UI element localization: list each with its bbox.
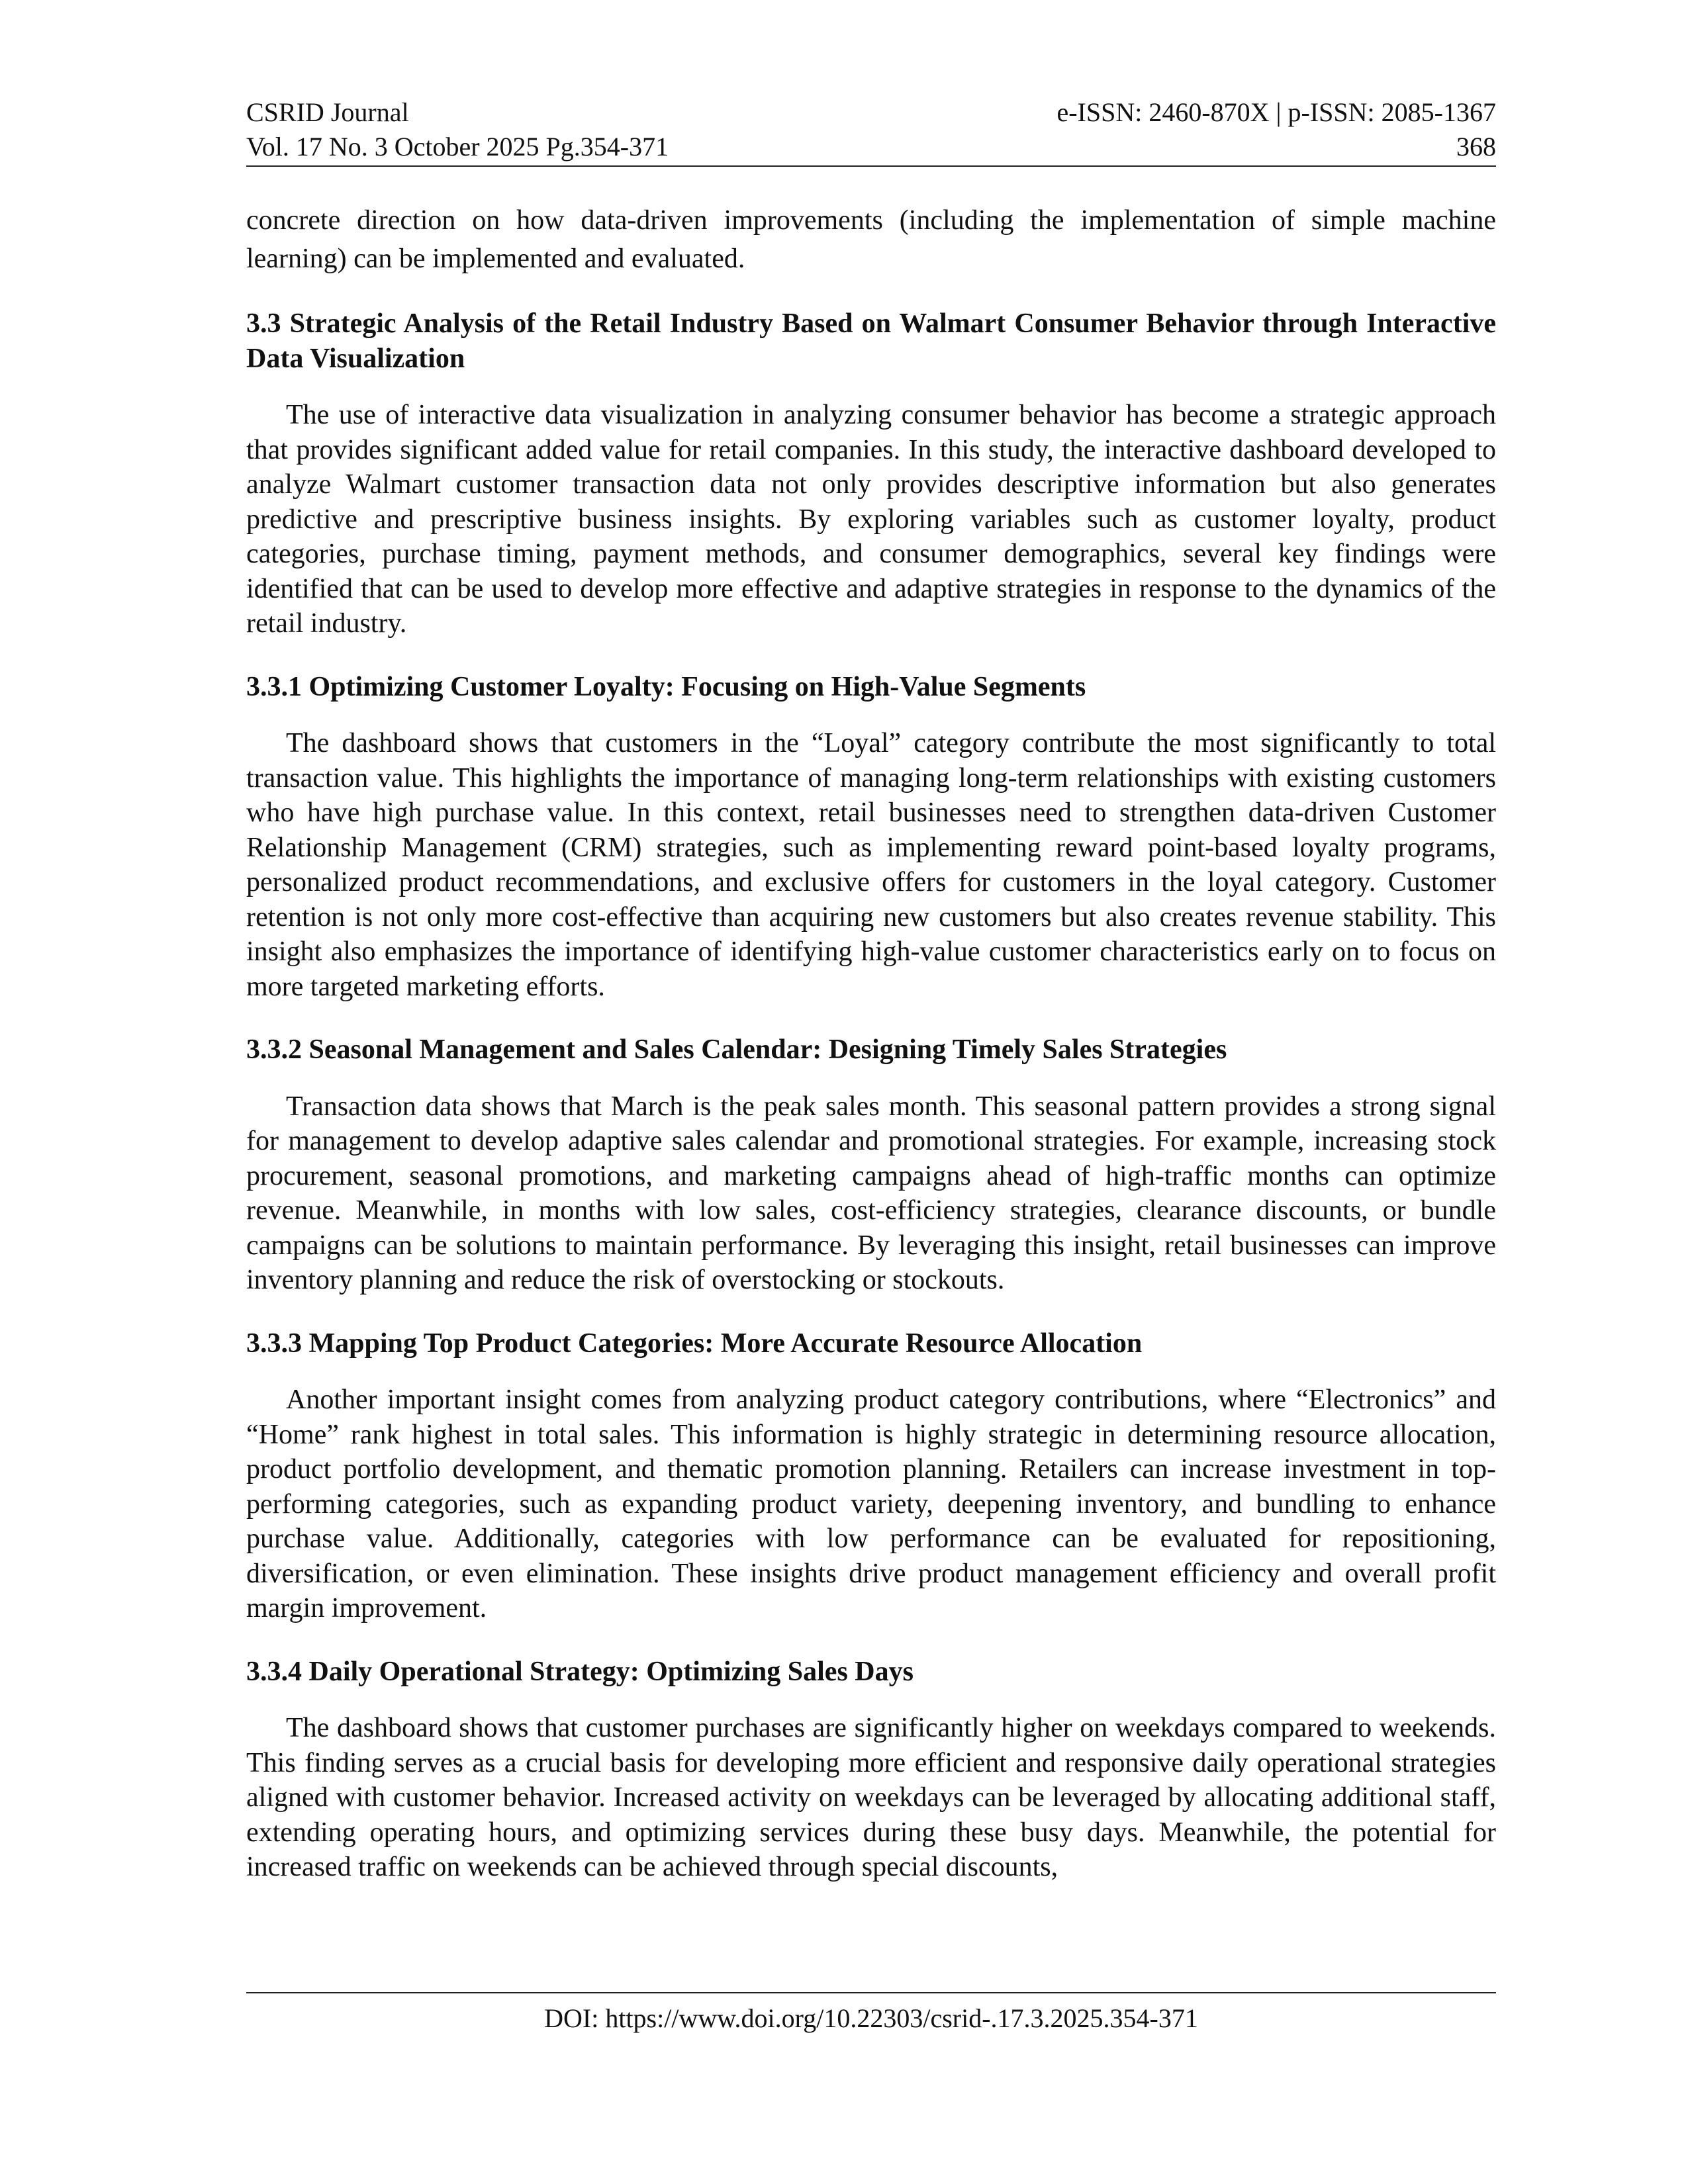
section-3-3-4-heading: 3.3.4 Daily Operational Strategy: Optimizing Sales Days: [246, 1656, 914, 1687]
journal-volume: Vol. 17 No. 3 October 2025 Pg.354-371: [246, 132, 669, 161]
header-right: [1056, 95, 1496, 164]
section-3-3-2-paragraph: Transaction data shows that March is the peak sales month. This seasonal pattern provides a strong signal for management to develop adaptive sales calendar and promotional strategies. For example, increasing stock procurement, seasonal promotions, and marketing campaigns ahead of high-traffic months can optimize revenue. Meanwhile, in months with low sales, cost-efficiency strategies, clearance discounts, or bundle campaigns can be solutions to maintain performance. By leveraging this insight, retail businesses can improve inventory planning and reduce the risk of overstocking or stockouts.: [246, 1091, 1496, 1295]
section-3-3-1-heading: 3.3.1 Optimizing Customer Loyalty: Focusing on High-Value Segments: [246, 671, 1086, 702]
section-3-3-1-paragraph: The dashboard shows that customers in the “Loyal” category contribute the most significantly to total transaction value. This highlights the importance of managing long-term relationships with existing customers who have high purchase value. In this context, retail businesses need to strengthen data-driven Customer Relationship Management (CRM) strategies, such as implementing reward point-based loyalty programs, personalized product recommendations, and exclusive offers for customers in the loyal category. Customer retention is not only more cost-effective than acquiring new customers but also creates revenue stability. This insight also emphasizes the importance of identifying high-value customer characteristics early on to focus on more targeted marketing efforts.: [246, 728, 1496, 1002]
section-3-3-heading: 3.3 Strategic Analysis of the Retail Industry Based on Walmart Consumer Behavior through Interactive Data Visualization: [246, 308, 1496, 374]
header-left: [246, 95, 669, 164]
page-footer: [246, 1992, 1496, 2034]
intro-paragraph: concrete direction on how data-driven improvements (including the implementation of simple machine learning) can be implemented and evaluated.: [246, 205, 1496, 274]
page: [246, 93, 1496, 167]
section-3-3-2-heading: 3.3.2 Seasonal Management and Sales Calendar: Designing Timely Sales Strategies: [246, 1034, 1227, 1065]
doi-text: DOI: https://www.doi.org/10.22303/csrid-.17.3.2025.354-371: [544, 2003, 1198, 2033]
section-3-3-paragraph: The use of interactive data visualization in analyzing consumer behavior has become a strategic approach that provides significant added value for retail companies. In this study, the interactive dashboard developed to analyze Walmart customer transaction data not only provides descriptive information but also generates predictive and prescriptive business insights. By exploring variables such as customer loyalty, product categories, purchase timing, payment methods, and consumer demographics, several key findings were identified that can be used to develop more effective and adaptive strategies in response to the dynamics of the retail industry.: [246, 400, 1496, 639]
journal-issn: e-ISSN: 2460-870X | p-ISSN: 2085-1367: [1056, 97, 1496, 127]
page-number: 368: [1456, 132, 1496, 161]
journal-name: CSRID Journal: [246, 97, 409, 127]
running-header: [246, 93, 1496, 167]
section-3-3-4-paragraph: The dashboard shows that customer purchases are significantly higher on weekdays compared to weekends. This finding serves as a crucial basis for developing more efficient and responsive daily operational strategies aligned with customer behavior. Increased activity on weekdays can be leveraged by allocating additional staff, extending operating hours, and optimizing services during these busy days. Meanwhile, the potential for increased traffic on weekends can be achieved through special discounts,: [246, 1713, 1496, 1882]
section-3-3-3-paragraph: Another important insight comes from analyzing product category contributions, where “Electronics” and “Home” rank highest in total sales. This information is highly strategic in determining resource allocation, product portfolio development, and thematic promotion planning. Retailers can increase investment in top-performing categories, such as expanding product variety, deepening inventory, and bundling to enhance purchase value. Additionally, categories with low performance can be evaluated for repositioning, diversification, or even elimination. These insights drive product management efficiency and overall profit margin improvement.: [246, 1385, 1496, 1623]
article-body: [246, 201, 1496, 1885]
section-3-3-3-heading: 3.3.3 Mapping Top Product Categories: More Accurate Resource Allocation: [246, 1328, 1143, 1359]
